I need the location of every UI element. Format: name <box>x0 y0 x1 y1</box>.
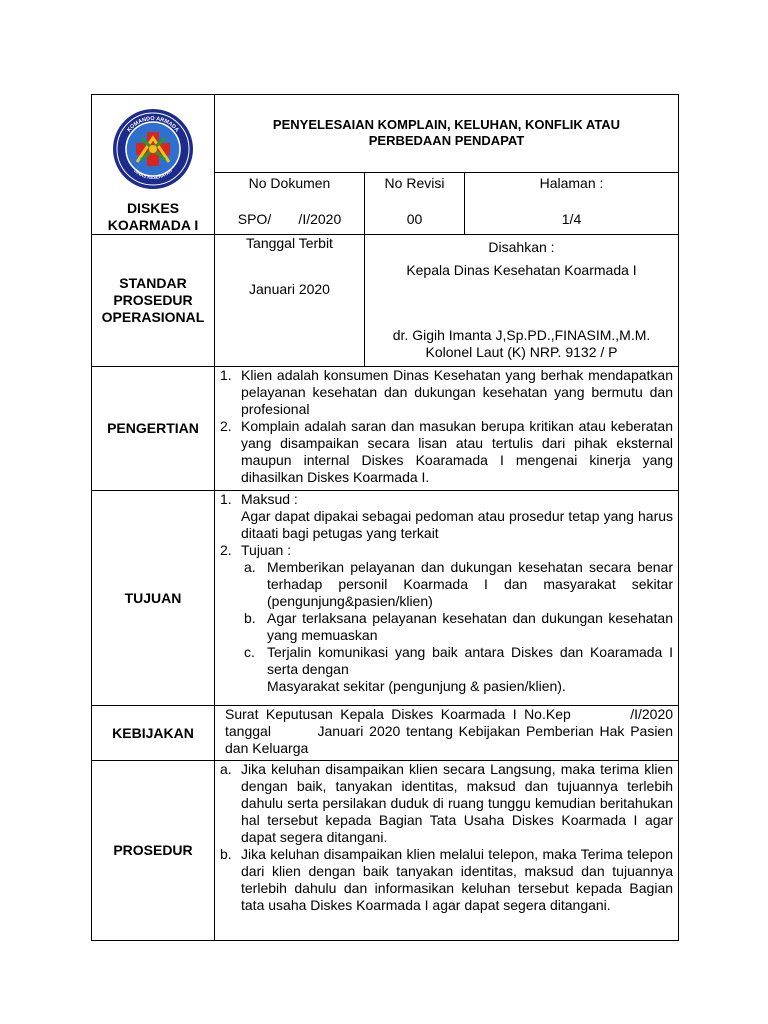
tujuan-sub-item <box>215 644 673 678</box>
item-text: Jika keluhan disampaikan klien secara Langsung, maka terima klien dengan baik, tanyakan identitas, maksud dan tujuannya terlebih dahulu serta persilakan duduk di ruang tunggu kemudian beritahukan hal tersebut kepada Bagian Tata Usaha Diskes Koarmada I agar dapat segera ditangani. <box>241 761 674 845</box>
item-letter: c. <box>244 644 255 660</box>
org-cell <box>92 95 215 235</box>
tujuan-sub-label: Tujuan : <box>241 542 292 558</box>
item-number: 1. <box>220 367 232 383</box>
no-dokumen-label: No Dokumen <box>248 174 331 191</box>
pengertian-item <box>215 367 673 418</box>
org-name-line2: KOARMADA I <box>107 217 199 233</box>
jabatan-text: Kepala Dinas Kesehatan Koarmada I <box>406 262 637 278</box>
item-letter: a. <box>244 559 256 575</box>
maksud-label: Maksud : <box>241 491 298 507</box>
tanggal-terbit-cell <box>215 235 365 367</box>
org-name-line1: DISKES <box>126 200 180 216</box>
no-revisi-label: No Revisi <box>384 174 445 191</box>
disahkan-cell <box>365 235 679 367</box>
tujuan-sub-item-c-continuation: Masyarakat sekitar (pengunjung & pasien/klien). <box>267 678 566 694</box>
item-text: Agar terlaksana pelayanan kesehatan dan dukungan kesehatan yang memuaskan <box>267 610 674 643</box>
item-letter: b. <box>244 610 256 626</box>
spo-label-line1: STANDAR <box>119 275 187 291</box>
disahkan-label: Disahkan : <box>488 239 555 255</box>
tujuan-content <box>215 491 679 706</box>
maksud-heading <box>215 491 673 508</box>
no-dokumen-cell <box>215 172 365 234</box>
kebijakan-label: KEBIJAKAN <box>92 706 215 761</box>
item-text: Komplain adalah saran dan masukan berupa kritikan atau keberatan yang disampaikan secara lisan atau tertulis dari pihak eksternal maupun internal Diskes Koaramada I mengenai kinerja yang dihasilkan Diskes Koarmada I. <box>241 418 674 485</box>
item-text: Jika keluhan disampaikan klien melalui telepon, maka Terima telepon dari klien dengan baik tanyakan identitas, maksud dan tujuannya terlebih dahulu dan informasikan keluhan tersebut kepada Bagian tata usaha Diskes Koarmada I agar dapat segera ditangani. <box>241 846 674 913</box>
pengertian-label: PENGERTIAN <box>92 367 215 491</box>
prosedur-content <box>215 761 679 941</box>
org-name <box>92 200 214 234</box>
document-title <box>215 117 678 149</box>
logo-text-bottom: DINAS KESEHATAN <box>133 168 173 181</box>
tujuan-heading <box>215 542 673 559</box>
pengertian-item <box>215 418 673 486</box>
maksud-text: Agar dapat dipakai sebagai pedoman atau prosedur tetap yang harus ditaati bagi petugas yang terkait <box>241 508 674 541</box>
prosedur-label: PROSEDUR <box>92 761 215 941</box>
pengertian-content <box>215 367 679 491</box>
spo-table <box>91 94 679 941</box>
tanggal-terbit-value: Januari 2020 <box>249 281 330 297</box>
pejabat-rank: Kolonel Laut (K) NRP. 9132 / P <box>425 344 618 360</box>
item-letter: a. <box>220 761 232 777</box>
title-line2: PERBEDAAN PENDAPAT <box>368 133 525 149</box>
spo-label-line2: PROSEDUR <box>113 292 193 308</box>
tujuan-label: TUJUAN <box>92 491 215 706</box>
item-text: Memberikan pelayanan dan dukungan kesehatan secara benar terhadap personil Koarmada I dan masyarakat sekitar (pengunjung&pasien/klien) <box>267 559 674 609</box>
tanggal-terbit-label: Tanggal Terbit <box>246 235 333 251</box>
prosedur-item <box>215 761 673 846</box>
kebijakan-text: Surat Keputusan Kepala Diskes Koarmada I No.Kep /I/2020 tanggal Januari 2020 tentang Kebijakan Pemberian Hak Pasien dan Keluarga <box>215 706 679 761</box>
pejabat-name: dr. Gigih Imanta J,Sp.PD.,FINASIM.,M.M. <box>392 327 651 343</box>
halaman-label: Halaman : <box>539 174 604 191</box>
item-number: 2. <box>220 418 232 434</box>
no-revisi-value: 00 <box>406 210 423 227</box>
halaman-cell <box>465 172 679 234</box>
logo-text-top: KOMANDO ARMADA <box>126 115 180 134</box>
spo-label-cell <box>92 235 215 367</box>
diskes-logo <box>112 108 194 190</box>
item-text: Klien adalah konsumen Dinas Kesehatan yang berhak mendapatkan pelayanan kesehatan dan dukungan kesehatan yang bermutu dan profesional <box>241 367 674 417</box>
no-revisi-cell <box>365 172 465 234</box>
item-text: Terjalin komunikasi yang baik antara Diskes dan Koaramada I serta dengan <box>267 644 674 677</box>
prosedur-item <box>215 846 673 914</box>
tujuan-sub-item <box>215 559 673 610</box>
halaman-value: 1/4 <box>561 210 582 227</box>
title-cell <box>215 95 679 173</box>
no-dokumen-value: SPO/ /I/2020 <box>237 210 342 227</box>
spo-label-line3: OPERASIONAL <box>101 309 205 325</box>
item-number: 2. <box>220 542 232 558</box>
item-number: 1. <box>220 491 232 507</box>
logo-emblem <box>112 108 194 190</box>
tujuan-sub-item <box>215 610 673 644</box>
item-letter: b. <box>220 846 232 862</box>
title-line1: PENYELESAIAN KOMPLAIN, KELUHAN, KONFLIK ATAU <box>272 117 621 133</box>
